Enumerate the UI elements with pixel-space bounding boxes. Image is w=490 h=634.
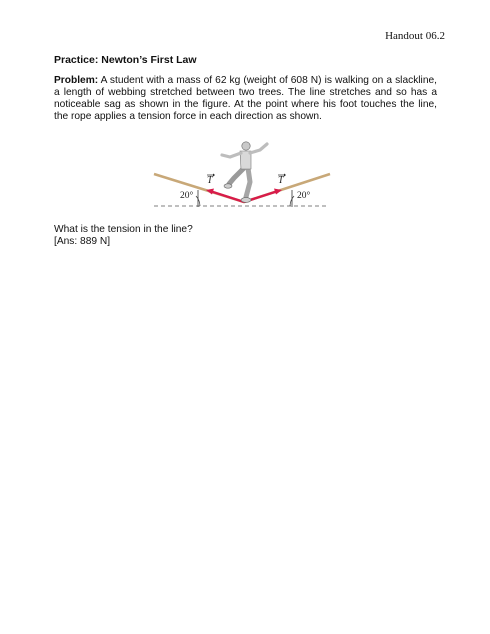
problem-text: A student with a mass of 62 kg (weight of 608 N) is walking on a slackline, a length of webbing stretched between two trees. The line stretches and so has a noticeable sag as shown in the figure. At the point where his foot touches the line, the rope applies a tension force in each direction as shown. bbox=[54, 75, 437, 122]
question-block bbox=[54, 224, 193, 248]
right-angle-label: 20° bbox=[297, 191, 311, 201]
left-angle-label: 20° bbox=[180, 191, 194, 201]
left-tension-vector bbox=[210, 191, 244, 202]
question-text: What is the tension in the line? bbox=[54, 224, 193, 235]
problem-statement bbox=[54, 75, 437, 123]
left-vector-overline-head bbox=[213, 174, 215, 177]
answer-text: [Ans: 889 N] bbox=[54, 236, 111, 247]
problem-lead: Problem: bbox=[54, 75, 99, 86]
handout-number: Handout 06.2 bbox=[385, 30, 445, 42]
student-figure bbox=[222, 142, 267, 203]
slackline-figure bbox=[152, 140, 332, 220]
right-vector-overline-head bbox=[284, 174, 286, 177]
page-title: Practice: Newton’s First Law bbox=[54, 54, 197, 66]
right-vector-label: T bbox=[278, 175, 284, 186]
left-vector-label: T bbox=[207, 175, 213, 186]
